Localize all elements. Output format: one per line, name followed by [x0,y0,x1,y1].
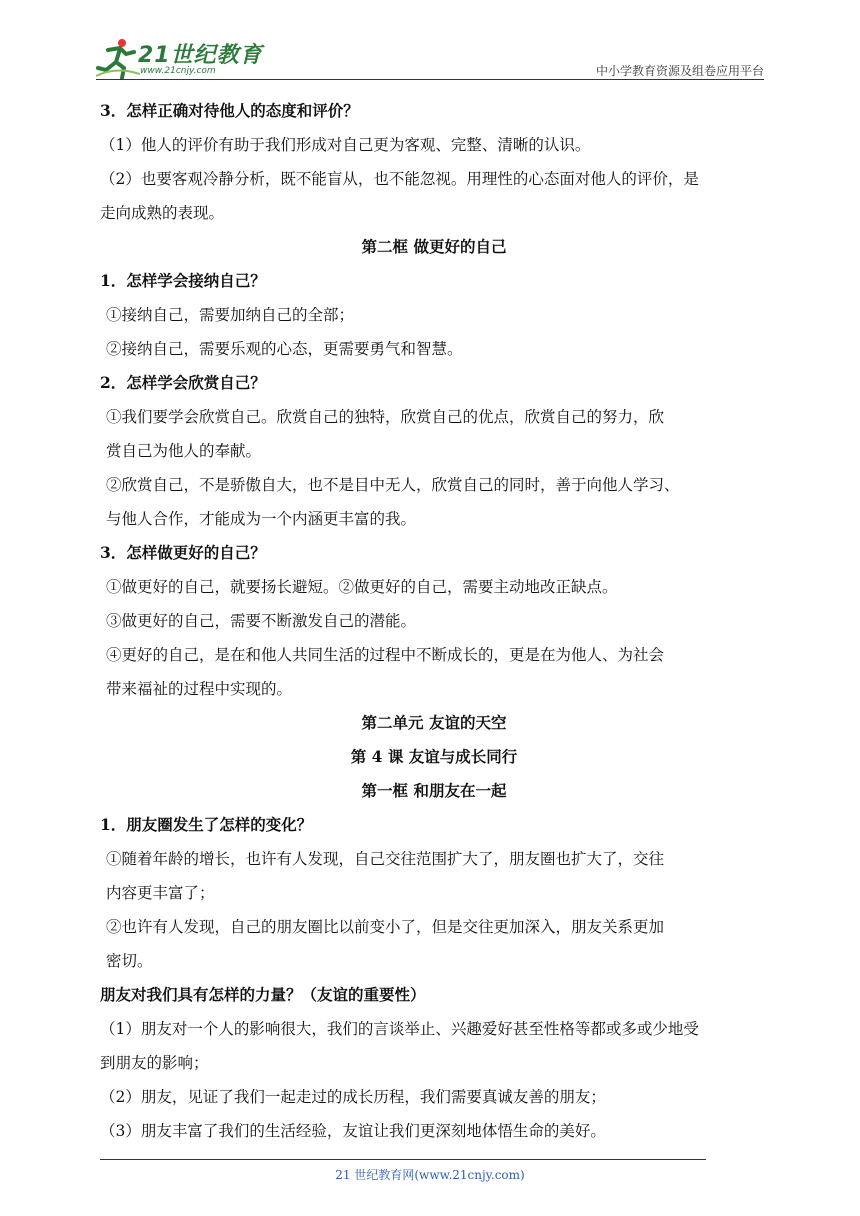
paragraph-line: （2）朋友，见证了我们一起走过的成长历程，我们需要真诚友善的朋友； [100,1088,606,1106]
header-divider [96,79,764,80]
paragraph-line: ①做更好的自己，就要扬长避短。②做更好的自己，需要主动地改正缺点。 [106,578,618,596]
document-body [100,94,768,1148]
paragraph-line: 到朋友的影响； [100,1054,209,1072]
paragraph-line: ①接纳自己，需要加纳自己的全部； [106,306,355,324]
paragraph-line: 内容更丰富了； [106,884,215,902]
paragraph-line: 与他人合作，才能成为一个内涵更丰富的我。 [106,510,417,528]
paragraph-line: （2）也要客观冷静分析，既不能盲从，也不能忽视。用理性的心态面对他人的评价，是 [100,170,699,188]
paragraph-line: （3）朋友丰富了我们的生活经验，友谊让我们更深刻地体悟生命的美好。 [100,1122,606,1140]
paragraph-line: ④更好的自己，是在和他人共同生活的过程中不断成长的，更是在为他人、为社会 [106,646,665,664]
logo-url: www.21cnjy.com [140,66,216,76]
question-heading: 3．怎样做更好的自己？ [100,543,266,562]
paragraph-line: ②接纳自己，需要乐观的心态，更需要勇气和智慧。 [106,340,463,358]
question-heading: 3．怎样正确对待他人的态度和评价？ [100,101,359,120]
paragraph-line: ①随着年龄的增长，也许有人发现，自己交往范围扩大了，朋友圈也扩大了，交往 [106,850,665,868]
paragraph-line: 带来福祉的过程中实现的。 [106,680,293,698]
footer-link[interactable]: 21 世纪教育网(www.21cnjy.com) [335,1168,525,1182]
section-title: 第 4 课 友谊与成长同行 [350,747,518,766]
question-heading: 1．朋友圈发生了怎样的变化？ [100,815,313,834]
runner-logo-icon [96,36,140,80]
logo-text: 21世纪教育 [138,43,263,68]
platform-tagline: 中小学教育资源及组卷应用平台 [595,64,764,78]
paragraph-line: ③做更好的自己，需要不断激发自己的潜能。 [106,612,417,630]
section-title: 第二框 做更好的自己 [361,237,507,256]
section-title: 第二单元 友谊的天空 [361,713,507,732]
question-heading: 2．怎样学会欣赏自己？ [100,373,266,392]
paragraph-line: 走向成熟的表现。 [100,204,225,222]
footer-divider [100,1159,706,1160]
paragraph-line: ②也许有人发现，自己的朋友圈比以前变小了，但是交往更加深入，朋友关系更加 [106,918,665,936]
paragraph-line: 密切。 [106,952,153,970]
question-heading: 朋友对我们具有怎样的力量？（友谊的重要性） [100,985,426,1004]
site-logo [96,36,271,80]
paragraph-line: ②欣赏自己，不是骄傲自大，也不是目中无人，欣赏自己的同时，善于向他人学习、 [106,476,680,494]
page-header [96,30,764,82]
paragraph-line: （1）他人的评价有助于我们形成对自己更为客观、完整、清晰的认识。 [100,136,591,154]
paragraph-line: （1）朋友对一个人的影响很大，我们的言谈举止、兴趣爱好甚至性格等都或多或少地受 [100,1020,699,1038]
paragraph-line: ①我们要学会欣赏自己。欣赏自己的独特，欣赏自己的优点，欣赏自己的努力，欣 [106,408,665,426]
question-heading: 1．怎样学会接纳自己？ [100,271,266,290]
paragraph-line: 赏自己为他人的奉献。 [106,442,262,460]
section-title: 第一框 和朋友在一起 [361,781,507,800]
